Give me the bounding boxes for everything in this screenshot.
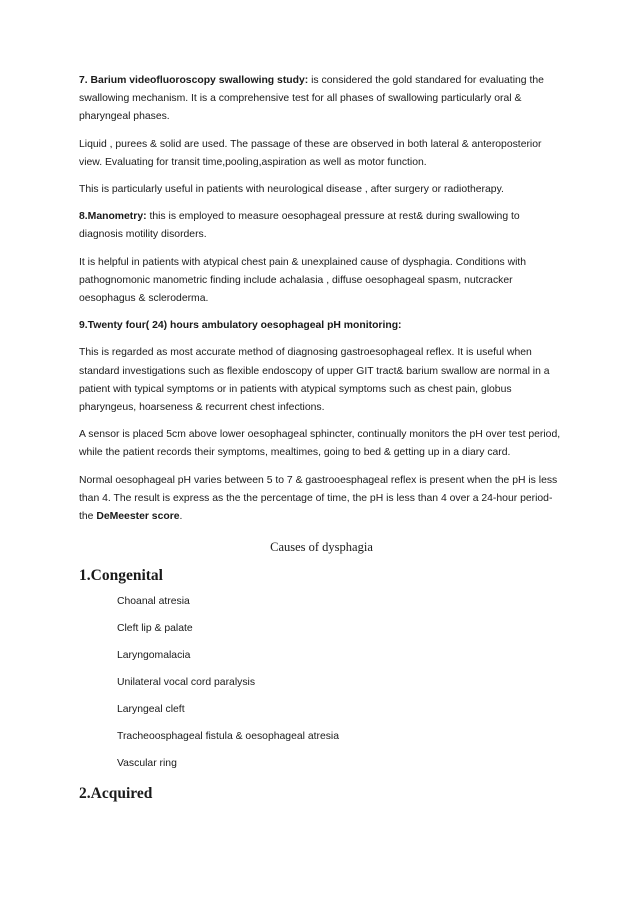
list-item: Choanal atresia <box>117 596 190 608</box>
barium-study-paragraph <box>79 72 564 127</box>
demeester-score: DeMeester score <box>96 511 180 523</box>
list-item: Unilateral vocal cord paralysis <box>117 677 256 689</box>
congenital-heading: 1.Congenital <box>79 567 163 585</box>
barium-study-text: is considered the gold standared for evaluating the swallowing mechanism. It is a comprehensive test for all phases of swallowing particularly oral & pharyngeal phases. <box>79 75 544 123</box>
manometry-paragraph <box>79 208 564 244</box>
manometry-text: this is employed to measure oesophageal pressure at rest& during swallowing to diagnosis motility disorders. <box>79 211 520 241</box>
document-body <box>79 72 564 811</box>
ph-normal-text: Normal oesophageal pH varies between 5 to 7 & gastrooesphageal reflex is present when the pH is less than 4. The result is express as the the percentage of time, the pH is less than 4 over a 24-hour period- the <box>79 474 558 523</box>
manometry-details: It is helpful in patients with atypical chest pain & unexplained cause of dysphagia. Conditions with pathognomonic manometric finding include achalasia , diffuse oesophageal spasm, nutcracker oesophagus & scleroderma. <box>79 256 527 305</box>
barium-study-details: Liquid , purees & solid are used. The passage of these are observed in both lateral & anteroposterior view. Evaluating for transit time,pooling,aspiration as well as motor function. <box>79 138 542 168</box>
list-item: Laryngeal cleft <box>117 704 185 716</box>
causes-title: Causes of dysphagia <box>270 540 373 555</box>
barium-study-heading: 7. Barium videofluoroscopy swallowing study: <box>79 75 309 86</box>
congenital-list <box>79 593 564 773</box>
ph-monitoring-heading-paragraph <box>79 317 564 335</box>
ph-monitoring-normal-values <box>79 472 564 527</box>
barium-study-usefulness: This is particularly useful in patients with neurological disease , after surgery or radiotherapy. <box>79 184 504 196</box>
acquired-heading: 2.Acquired <box>79 785 153 803</box>
manometry-heading: 8.Manometry: <box>79 211 147 223</box>
list-item: Tracheoosphageal fistula & oesophageal atresia <box>117 731 340 743</box>
ph-normal-end: . <box>179 511 183 523</box>
list-item: Vascular ring <box>117 758 177 770</box>
ph-monitoring-heading: 9.Twenty four( 24) hours ambulatory oesophageal pH monitoring: <box>79 320 402 332</box>
list-item: Cleft lip & palate <box>117 623 193 635</box>
ph-monitoring-sensor: A sensor is placed 5cm above lower oesophageal sphincter, continually monitors the pH over test period, while the patient records their symptoms, mealtimes, going to bed & getting up in a diary card. <box>79 429 561 459</box>
ph-monitoring-description: This is regarded as most accurate method of diagnosing gastroesophageal reflex. It is useful when standard investigations such as flexible endoscopy of upper GIT tract& barium swallow are normal in a patient with typical symptoms or in patients with atypical symptoms such as chest pain, globus pharyngeus, hoarseness & recurrent chest infections. <box>79 347 550 414</box>
list-item: Laryngomalacia <box>117 650 191 662</box>
